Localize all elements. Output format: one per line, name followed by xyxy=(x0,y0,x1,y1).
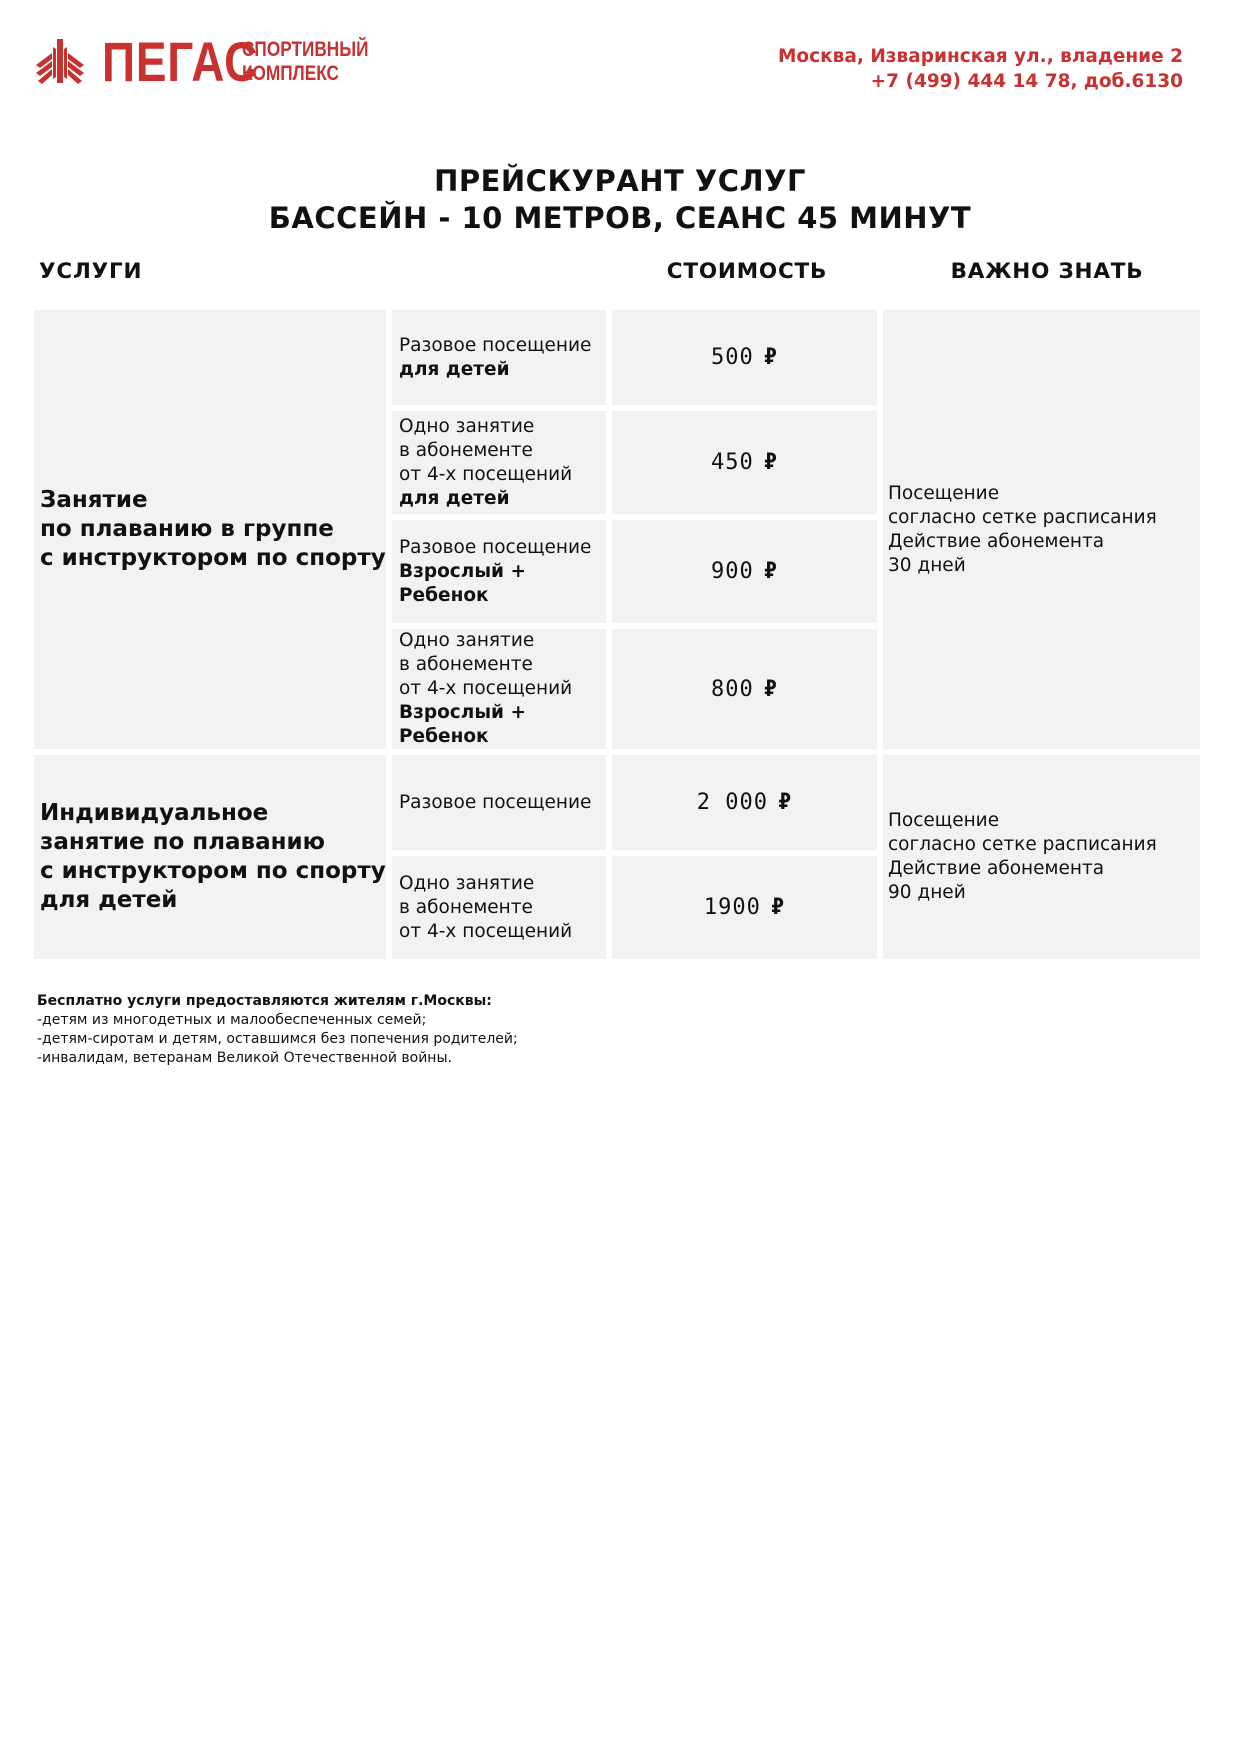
price xyxy=(704,895,785,920)
option-line-bold: для детей xyxy=(399,487,510,509)
price xyxy=(711,677,778,702)
column-header-services: УСЛУГИ xyxy=(39,259,143,284)
option-line: Одно занятие xyxy=(399,415,535,437)
important-note-cell xyxy=(883,310,1200,749)
price xyxy=(711,450,778,475)
option-line: Одно занятие xyxy=(399,872,535,894)
option-description xyxy=(399,334,591,382)
option-line: Разовое посещение xyxy=(399,536,592,558)
address: Москва, Изваринская ул., владение 2 xyxy=(778,46,1183,67)
page-title xyxy=(0,163,1240,237)
ruble-sign: ₽ xyxy=(763,450,778,475)
option-line: в абонементе xyxy=(399,654,533,675)
important-note xyxy=(888,809,1157,905)
option-cell xyxy=(392,411,606,514)
option-line: Разовое посещение xyxy=(399,334,592,356)
ruble-sign: ₽ xyxy=(763,676,778,702)
important-note-line: Посещение xyxy=(888,482,1000,504)
service-name-cell xyxy=(34,310,386,749)
service-name-line: с инструктором по спорту xyxy=(40,545,386,571)
page-title-line: БАССЕЙН - 10 МЕТРОВ, СЕАНС 45 МИНУТ xyxy=(268,201,972,235)
option-line: Одно занятие xyxy=(399,630,535,651)
service-name-line: Индивидуальное xyxy=(40,800,269,826)
important-note-cell xyxy=(883,755,1200,959)
price-value: 2 000 xyxy=(696,790,768,815)
price-cell xyxy=(612,629,877,749)
service-name-line: Занятие xyxy=(40,487,148,513)
option-description xyxy=(399,629,572,749)
logo-brand-text: ПЕГАС xyxy=(102,30,259,93)
option-line-bold: Ребенок xyxy=(399,584,489,606)
service-name-cell xyxy=(34,755,386,959)
important-note-line: Посещение xyxy=(888,810,1000,831)
ruble-sign: ₽ xyxy=(777,790,793,815)
price xyxy=(697,790,792,815)
price xyxy=(711,559,778,584)
option-line-bold: Взрослый + xyxy=(399,702,526,723)
service-name xyxy=(40,799,386,915)
phone-number: +7 (499) 444 14 78, доб.6130 xyxy=(870,71,1183,92)
option-description xyxy=(399,536,591,608)
option-description xyxy=(399,415,572,511)
service-name-line: по плаванию в группе xyxy=(40,516,334,542)
price-value: 800 xyxy=(711,676,754,702)
option-cell xyxy=(392,629,606,749)
service-name-line: с инструктором по спорту xyxy=(40,858,386,884)
footer-item: -инвалидам, ветеранам Великой Отечественной войны. xyxy=(37,1050,452,1066)
option-description xyxy=(399,872,572,944)
column-header-cost: СТОИМОСТЬ xyxy=(666,259,828,284)
price-value: 450 xyxy=(711,450,754,475)
price-cell xyxy=(612,411,877,514)
ruble-sign: ₽ xyxy=(770,895,786,920)
option-line: Разовое посещение xyxy=(399,791,592,813)
option-cell xyxy=(392,856,606,959)
option-cell xyxy=(392,755,606,850)
option-cell xyxy=(392,520,606,623)
footer-heading: Бесплатно услуги предоставляются жителям г.Москвы: xyxy=(37,993,492,1009)
important-note-line: согласно сетке расписания xyxy=(888,834,1157,855)
important-note-line: Действие абонемента xyxy=(888,858,1105,879)
option-line-bold: Взрослый + xyxy=(399,560,526,582)
footer-item: -детям-сиротам и детям, оставшимся без попечения родителей; xyxy=(37,1031,518,1047)
price-cell xyxy=(612,310,877,405)
price-cell xyxy=(612,856,877,959)
footer-item: -детям из многодетных и малообеспеченных семей; xyxy=(37,1012,427,1028)
option-line: от 4-х посещений xyxy=(399,678,573,699)
price-value: 1900 xyxy=(703,895,761,920)
option-line-bold: для детей xyxy=(399,358,510,380)
logo xyxy=(36,30,396,93)
option-line: в абонементе xyxy=(399,896,533,918)
ruble-sign: ₽ xyxy=(763,559,778,584)
important-note-line: согласно сетке расписания xyxy=(888,506,1157,528)
logo-subtitle-line: КОМПЛЕКС xyxy=(242,62,339,85)
important-note-line: 90 дней xyxy=(888,882,966,903)
option-line: от 4-х посещений xyxy=(399,920,573,942)
logo-subtitle xyxy=(242,38,396,86)
option-line: в абонементе xyxy=(399,439,533,461)
logo-subtitle-line: СПОРТИВНЫЙ xyxy=(242,38,369,61)
option-line-bold: Ребенок xyxy=(399,726,489,747)
page-header xyxy=(0,0,1240,110)
price xyxy=(711,345,778,370)
price-value: 500 xyxy=(711,345,754,370)
price-value: 900 xyxy=(711,559,754,584)
ruble-sign: ₽ xyxy=(763,345,778,370)
contact-info xyxy=(778,44,1183,94)
option-description xyxy=(399,791,591,815)
price-cell xyxy=(612,755,877,850)
option-cell xyxy=(392,310,606,405)
important-note xyxy=(888,482,1157,578)
option-line: от 4-х посещений xyxy=(399,463,573,485)
pegas-emblem-icon xyxy=(36,37,84,87)
service-name xyxy=(40,486,386,573)
service-name-line: для детей xyxy=(40,887,178,913)
important-note-line: 30 дней xyxy=(888,554,966,576)
price-cell xyxy=(612,520,877,623)
important-note-line: Действие абонемента xyxy=(888,530,1105,552)
column-header-important: ВАЖНО ЗНАТЬ xyxy=(950,259,1144,284)
footer-notes xyxy=(37,992,518,1068)
page-title-line: ПРЕЙСКУРАНТ УСЛУГ xyxy=(434,164,806,198)
service-name-line: занятие по плаванию xyxy=(40,829,325,855)
